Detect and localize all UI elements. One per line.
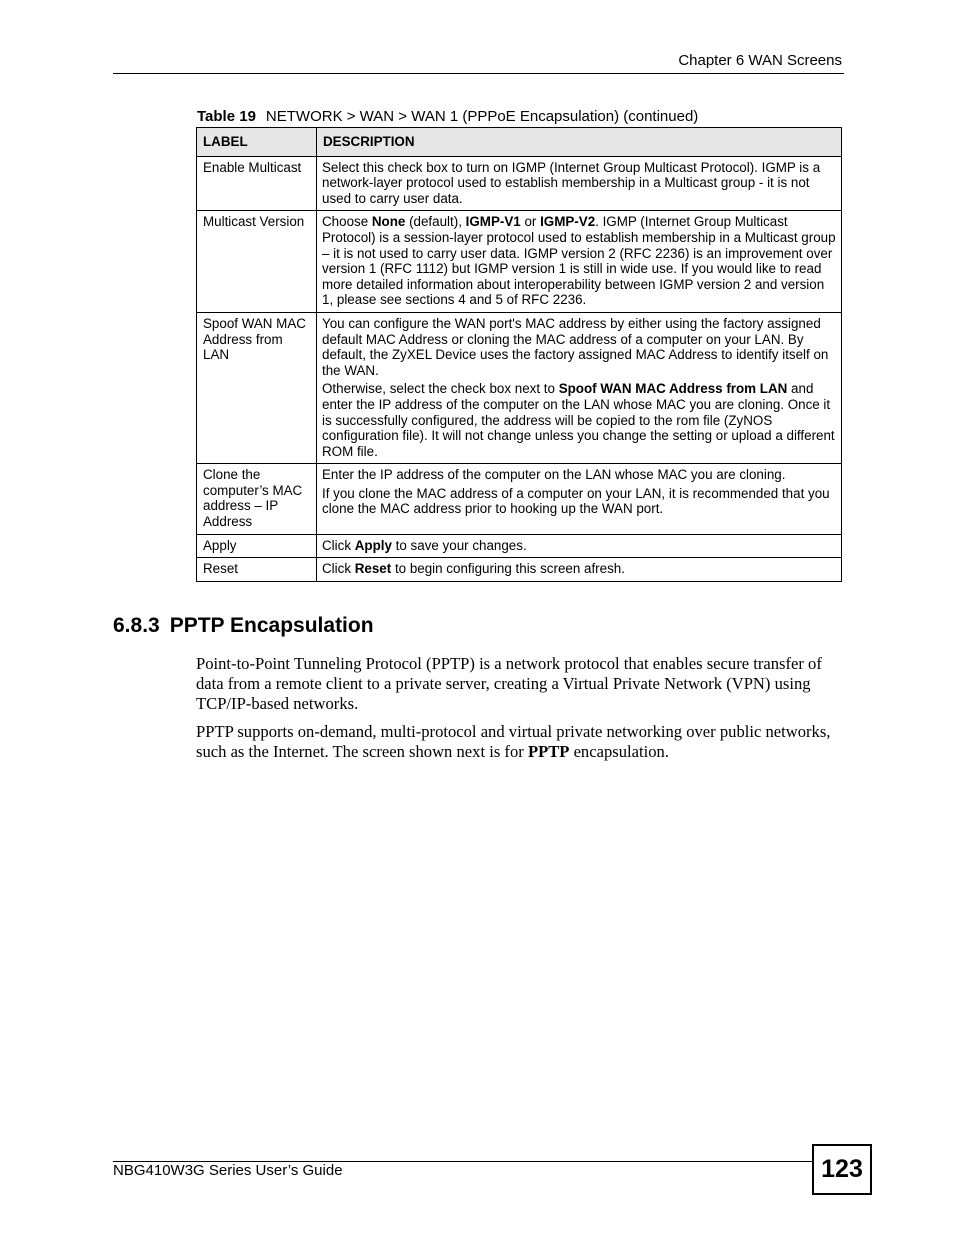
- table-row: [197, 534, 842, 558]
- table-row: [197, 464, 842, 534]
- bold-term: None: [371, 214, 406, 230]
- column-header-label: LABEL: [197, 128, 317, 157]
- page-number: 123: [812, 1144, 872, 1195]
- table-caption: [197, 108, 698, 125]
- row-label: Enable Multicast: [197, 156, 317, 211]
- row-label: Spoof WAN MAC Address from LAN: [197, 312, 317, 463]
- bold-term: IGMP-V1: [465, 214, 521, 230]
- section-title: PPTP Encapsulation: [169, 614, 374, 637]
- description-paragraph: Select this check box to turn on IGMP (Internet Group Multicast Protocol). IGMP is a network-layer protocol used to establish membership in a Multicast group - it is not used to carry user data.: [322, 159, 821, 206]
- row-description: [317, 312, 842, 463]
- paragraph-text: Point-to-Point Tunneling Protocol (PPTP) is a network protocol that enables secure transfer of data from a remote client to a private server, creating a Virtual Private Network (VPN) using TCP/IP-based networks.: [196, 654, 822, 714]
- table-number: Table 19: [197, 108, 256, 125]
- row-description: [317, 464, 842, 534]
- body-paragraph: [196, 722, 844, 762]
- row-label: Reset: [197, 558, 317, 582]
- row-description: [317, 558, 842, 582]
- row-description: [317, 211, 842, 313]
- bold-term: IGMP-V2: [540, 214, 596, 230]
- header-rule: [113, 73, 844, 74]
- description-paragraph: Choose None (default), IGMP-V1 or IGMP-V2. IGMP (Internet Group Multicast Protocol) is a session-layer protocol used to establish membership in a Multicast group – it is not used to carry user data. IGMP version 2 (RFC 2236) is an improvement over version 1 (RFC 1112) but IGMP version 1 is still in wide use. If you would like to read more detailed information about interoperability between IGMP version 2 and version 1, please see sections 4 and 5 of RFC 2236.: [322, 214, 836, 308]
- description-paragraph: Click Reset to begin configuring this screen afresh.: [322, 561, 625, 577]
- description-paragraph: Enter the IP address of the computer on the LAN whose MAC you are cloning.: [322, 467, 786, 483]
- table-row: [197, 156, 842, 211]
- bold-term: Reset: [354, 561, 392, 577]
- row-label: Clone the computer’s MAC address – IP Address: [197, 464, 317, 534]
- bold-term: PPTP: [527, 742, 570, 762]
- table-row: [197, 558, 842, 582]
- table-row: [197, 312, 842, 463]
- bold-term: Spoof WAN MAC Address from LAN: [558, 381, 788, 397]
- body-paragraph: [196, 654, 844, 715]
- description-paragraph: If you clone the MAC address of a computer on your LAN, it is recommended that you clone the MAC address prior to hooking up the WAN port.: [322, 485, 830, 517]
- table-body: [197, 156, 842, 581]
- section-number: 6.8.3: [113, 614, 160, 637]
- row-label: Multicast Version: [197, 211, 317, 313]
- row-label: Apply: [197, 534, 317, 558]
- column-header-description: DESCRIPTION: [317, 128, 842, 157]
- description-paragraph: Click Apply to save your changes.: [322, 537, 527, 553]
- description-table: [196, 127, 842, 582]
- row-description: [317, 534, 842, 558]
- section-heading: [113, 614, 374, 638]
- table-title: NETWORK > WAN > WAN 1 (PPPoE Encapsulation) (continued): [265, 108, 699, 125]
- running-header: Chapter 6 WAN Screens: [678, 52, 842, 69]
- description-paragraph: You can configure the WAN port's MAC address by either using the factory assigned default MAC Address or cloning the MAC address of a computer on your LAN. By default, the ZyXEL Device uses the factory assigned MAC Address to identify itself on the WAN.: [322, 315, 829, 378]
- table-header-row: [197, 128, 842, 157]
- description-paragraph: Otherwise, select the check box next to Spoof WAN MAC Address from LAN and enter the IP address of the computer on the LAN whose MAC you are cloning. Once it is successfully configured, the address will be copied to the rom file (ZyNOS configuration file). It will not change unless you change the setting or upload a different ROM file.: [322, 381, 835, 459]
- paragraph-text: PPTP supports on-demand, multi-protocol and virtual private networking over public networks, such as the Internet. The screen shown next is for PPTP encapsulation.: [196, 722, 831, 762]
- table-row: [197, 211, 842, 313]
- footer-guide-title: NBG410W3G Series User’s Guide: [113, 1162, 343, 1179]
- row-description: [317, 156, 842, 211]
- bold-term: Apply: [354, 537, 392, 553]
